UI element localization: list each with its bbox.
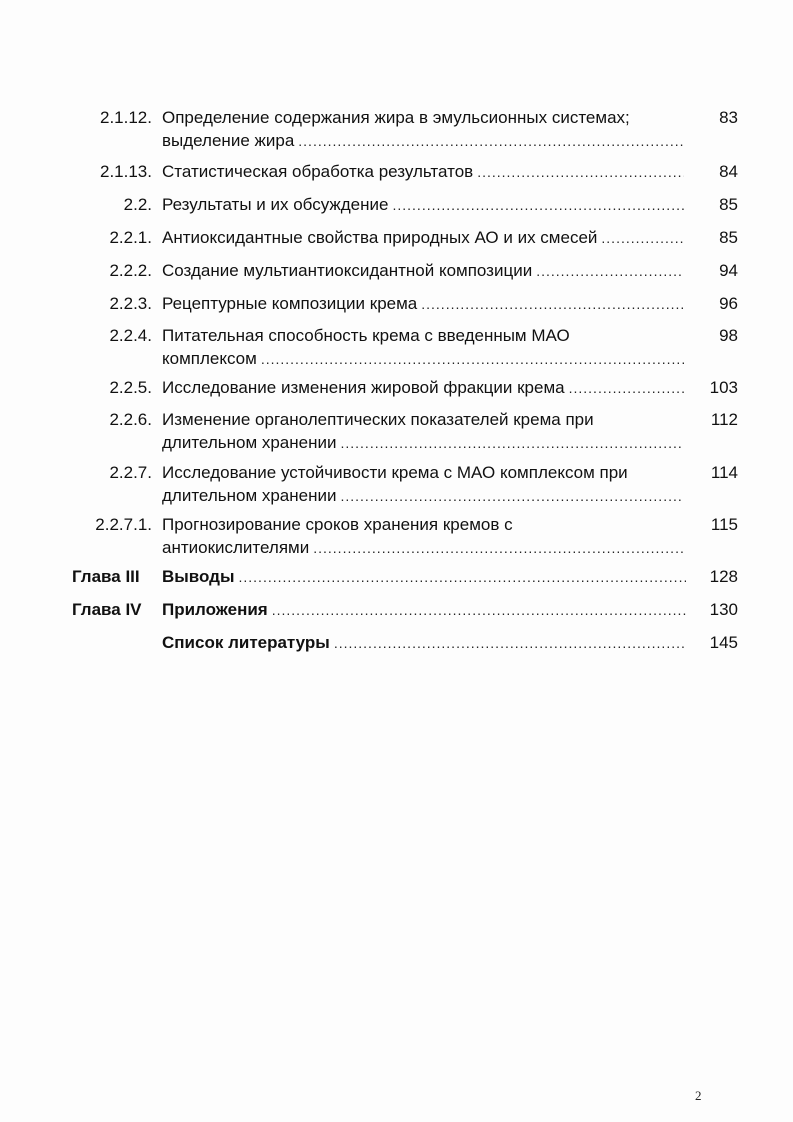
toc-entry-page: 128 [709,567,738,586]
toc-entry-number: 2.2.2. [109,261,152,280]
toc-entry-title-continuation: антиокислителями [162,538,310,557]
toc-entry-page: 84 [719,162,738,181]
toc-entry-title-line-dotted [162,260,684,283]
toc-entry-number: 2.1.13. [100,162,152,181]
toc-entry-title-line-dotted [162,161,684,184]
dot-leader [298,133,684,149]
toc-entry-number: 2.2.1. [109,228,152,247]
toc-entry-title [162,260,684,283]
toc-entry-number: 2.2.3. [109,294,152,313]
toc-entry-title [162,325,684,371]
dot-leader [601,230,684,246]
toc-entry-title-line-dotted [162,348,684,371]
page-number: 2 [695,1088,702,1103]
toc-entry-title [162,462,684,508]
toc-entry-title [162,293,684,316]
toc-entry-title-line-dotted [162,377,684,400]
toc-entry-title [162,377,684,400]
toc-entry-title-line: Исследование устойчивости крема с МАО комплексом при [162,463,628,482]
toc-entry-number: 2.2.4. [109,326,152,345]
toc-entry-title [162,227,684,250]
toc-entry-title-text: Статистическая обработка результатов [162,162,474,181]
toc-entry-number: 2.2.7. [109,463,152,482]
toc-entry-title [162,566,686,589]
toc-entry-title-line-dotted [162,432,684,455]
toc-entry-number: 2.2.7.1. [95,515,152,534]
toc-entry-title-text: Рецептурные композиции крема [162,294,418,313]
dot-leader [536,263,684,279]
toc-entry-title-text: Приложения [162,600,268,619]
toc-entry-title-line-dotted [162,293,684,316]
toc-entry-title-line-dotted [162,537,684,560]
toc-entry-title-line: Питательная способность крема с введенным МАО [162,326,570,345]
dot-leader [421,296,684,312]
toc-entry-title-text: Антиоксидантные свойства природных АО и их смесей [162,228,598,247]
toc-entry-title-continuation: длительном хранении [162,433,337,452]
toc-entry-page: 85 [719,195,738,214]
toc-entry-title [162,194,684,217]
toc-entry-title-line: Определение содержания жира в эмульсионных системах; [162,108,630,127]
toc-entry-page: 112 [710,410,738,429]
toc-entry-title-line-dotted [162,194,684,217]
dot-leader [261,351,684,367]
toc-chapter-number: Глава III [72,567,140,586]
toc-entry-title-text: Результаты и их обсуждение [162,195,389,214]
toc-chapter-number: Глава IV [72,600,142,619]
toc-entry-title [162,161,684,184]
toc-entry-title-continuation: комплексом [162,349,257,368]
toc-entry-page: 103 [709,378,738,397]
dot-leader [334,635,686,651]
toc-entry-title-line-dotted [162,566,686,589]
toc-entry-title-text: Выводы [162,567,235,586]
dot-leader [239,569,687,585]
toc-entry-title-continuation: выделение жира [162,131,295,150]
toc-entry-title-text: Список литературы [162,633,330,652]
toc-entry-page: 96 [719,294,738,313]
toc-entry-page: 85 [719,228,738,247]
toc-entry-title-text: Создание мультиантиоксидантной композиции [162,261,533,280]
toc-entry-title-continuation: длительном хранении [162,486,337,505]
toc-entry-number: 2.2.5. [109,378,152,397]
toc-entry-title-line: Прогнозирование сроков хранения кремов с [162,515,513,534]
toc-entry-page: 114 [710,463,738,482]
toc-entry-title [162,107,684,153]
toc-entry-page: 94 [719,261,738,280]
toc-entry-title [162,409,684,455]
toc-entry-page: 145 [709,633,738,652]
toc-entry-title-line-dotted [162,485,684,508]
dot-leader [392,197,684,213]
dot-leader [340,488,684,504]
toc-entry-page: 130 [709,600,738,619]
dot-leader [340,435,684,451]
dot-leader [313,540,684,556]
toc-entry-title-line-dotted [162,599,686,622]
toc-entry-number: 2.2. [123,195,152,214]
toc-entry-title-line: Изменение органолептических показателей крема при [162,410,594,429]
toc-entry-title-line-dotted [162,227,684,250]
toc-entry-page: 83 [719,108,738,127]
toc-entry-page: 115 [710,515,738,534]
dot-leader [272,602,686,618]
toc-entry-number: 2.1.12. [100,108,152,127]
toc-entry-title [162,514,684,560]
toc-entry-title-line-dotted [162,632,686,655]
toc-entry-title [162,632,686,655]
dot-leader [569,380,684,396]
toc-entry-page: 98 [719,326,738,345]
toc-entry-title-line-dotted [162,130,684,153]
dot-leader [477,164,684,180]
toc-entry-number: 2.2.6. [109,410,152,429]
toc-entry-title [162,599,686,622]
toc-entry-title-text: Исследование изменения жировой фракции крема [162,378,565,397]
